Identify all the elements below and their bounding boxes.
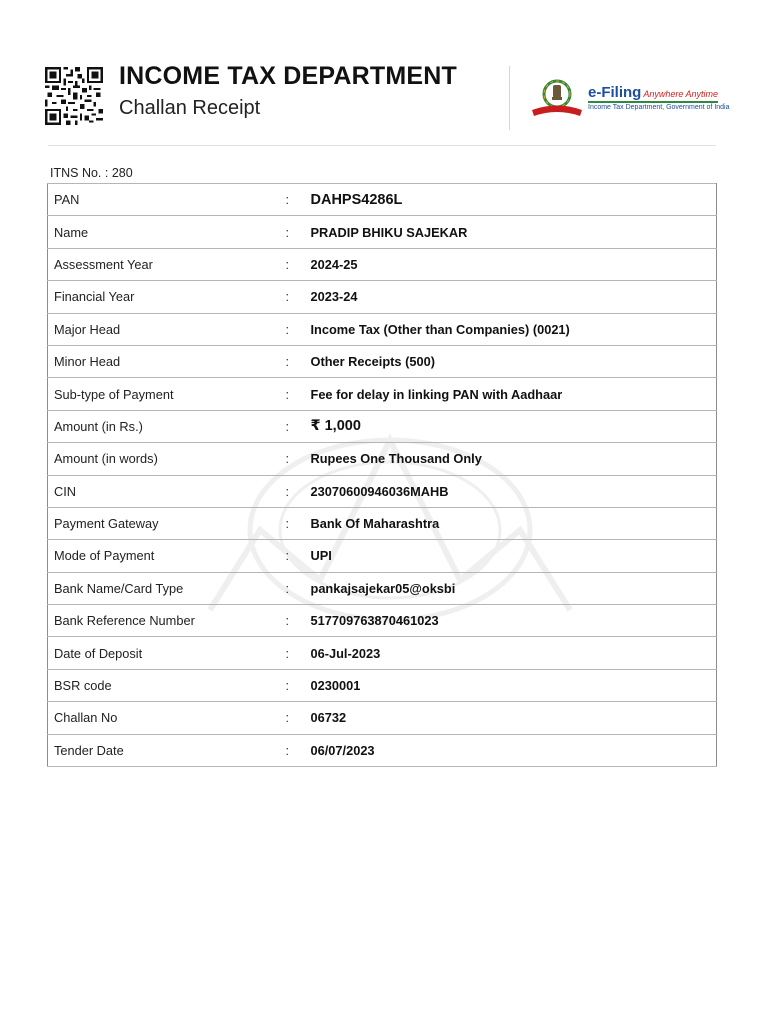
table-row xyxy=(48,443,717,475)
row-separator: : xyxy=(286,540,310,572)
table-row xyxy=(48,216,717,248)
row-value: ₹ 1,000 xyxy=(310,410,717,442)
row-value: PRADIP BHIKU SAJEKAR xyxy=(310,216,717,248)
table-row xyxy=(48,378,717,410)
row-label: PAN xyxy=(48,184,286,216)
national-emblem-icon xyxy=(530,77,584,119)
challan-details-table xyxy=(47,183,717,767)
row-label: BSR code xyxy=(48,669,286,701)
row-label: Bank Name/Card Type xyxy=(48,572,286,604)
row-value: Income Tax (Other than Companies) (0021) xyxy=(310,313,717,345)
row-label: Sub-type of Payment xyxy=(48,378,286,410)
table-row xyxy=(48,669,717,701)
row-label: Mode of Payment xyxy=(48,540,286,572)
table-row xyxy=(48,281,717,313)
row-label: Assessment Year xyxy=(48,248,286,280)
row-value: Fee for delay in linking PAN with Aadhaar xyxy=(310,378,717,410)
row-separator: : xyxy=(286,637,310,669)
row-label: Financial Year xyxy=(48,281,286,313)
row-separator: : xyxy=(286,313,310,345)
row-label: Bank Reference Number xyxy=(48,605,286,637)
efiling-logo xyxy=(588,84,718,102)
row-value: 06732 xyxy=(310,702,717,734)
row-separator: : xyxy=(286,378,310,410)
qr-code-icon xyxy=(43,67,105,125)
row-separator: : xyxy=(286,345,310,377)
table-row xyxy=(48,540,717,572)
row-value: Other Receipts (500) xyxy=(310,345,717,377)
row-value: pankajsajekar05@oksbi xyxy=(310,572,717,604)
row-separator: : xyxy=(286,507,310,539)
table-row xyxy=(48,475,717,507)
row-value: 06-Jul-2023 xyxy=(310,637,717,669)
row-label: Date of Deposit xyxy=(48,637,286,669)
efiling-underline xyxy=(588,101,718,103)
table-row xyxy=(48,184,717,216)
row-value: 23070600946036MAHB xyxy=(310,475,717,507)
table-row xyxy=(48,605,717,637)
row-value: 2024-25 xyxy=(310,248,717,280)
row-separator: : xyxy=(286,184,310,216)
row-value: 0230001 xyxy=(310,669,717,701)
row-separator: : xyxy=(286,702,310,734)
table-row xyxy=(48,248,717,280)
row-separator: : xyxy=(286,669,310,701)
header-separator xyxy=(48,145,716,146)
row-value: UPI xyxy=(310,540,717,572)
efiling-caption: Income Tax Department, Government of India xyxy=(588,104,730,111)
row-value: 517709763870461023 xyxy=(310,605,717,637)
table-row xyxy=(48,345,717,377)
header-divider xyxy=(509,66,510,130)
row-value: 2023-24 xyxy=(310,281,717,313)
row-label: Minor Head xyxy=(48,345,286,377)
row-label: Tender Date xyxy=(48,734,286,766)
row-value: Bank Of Maharashtra xyxy=(310,507,717,539)
table-row xyxy=(48,313,717,345)
row-label: Name xyxy=(48,216,286,248)
row-separator: : xyxy=(286,443,310,475)
row-value: 06/07/2023 xyxy=(310,734,717,766)
row-label: Amount (in Rs.) xyxy=(48,410,286,442)
row-value: DAHPS4286L xyxy=(310,184,717,216)
row-separator: : xyxy=(286,734,310,766)
row-separator: : xyxy=(286,572,310,604)
table-row xyxy=(48,572,717,604)
row-separator: : xyxy=(286,475,310,507)
page-subtitle: Challan Receipt xyxy=(119,97,261,119)
table-row xyxy=(48,637,717,669)
page-title: INCOME TAX DEPARTMENT xyxy=(119,62,457,90)
row-separator: : xyxy=(286,216,310,248)
row-value: Rupees One Thousand Only xyxy=(310,443,717,475)
row-separator: : xyxy=(286,605,310,637)
itns-number: ITNS No. : 280 xyxy=(50,166,133,180)
table-row xyxy=(48,410,717,442)
efiling-tagline: Anywhere Anytime xyxy=(643,89,719,99)
efiling-brand: e-Filing xyxy=(588,84,642,101)
row-label: Major Head xyxy=(48,313,286,345)
row-separator: : xyxy=(286,281,310,313)
table-row xyxy=(48,734,717,766)
row-label: Payment Gateway xyxy=(48,507,286,539)
row-label: Amount (in words) xyxy=(48,443,286,475)
row-separator: : xyxy=(286,410,310,442)
row-separator: : xyxy=(286,248,310,280)
row-label: Challan No xyxy=(48,702,286,734)
table-row xyxy=(48,702,717,734)
table-row xyxy=(48,507,717,539)
row-label: CIN xyxy=(48,475,286,507)
